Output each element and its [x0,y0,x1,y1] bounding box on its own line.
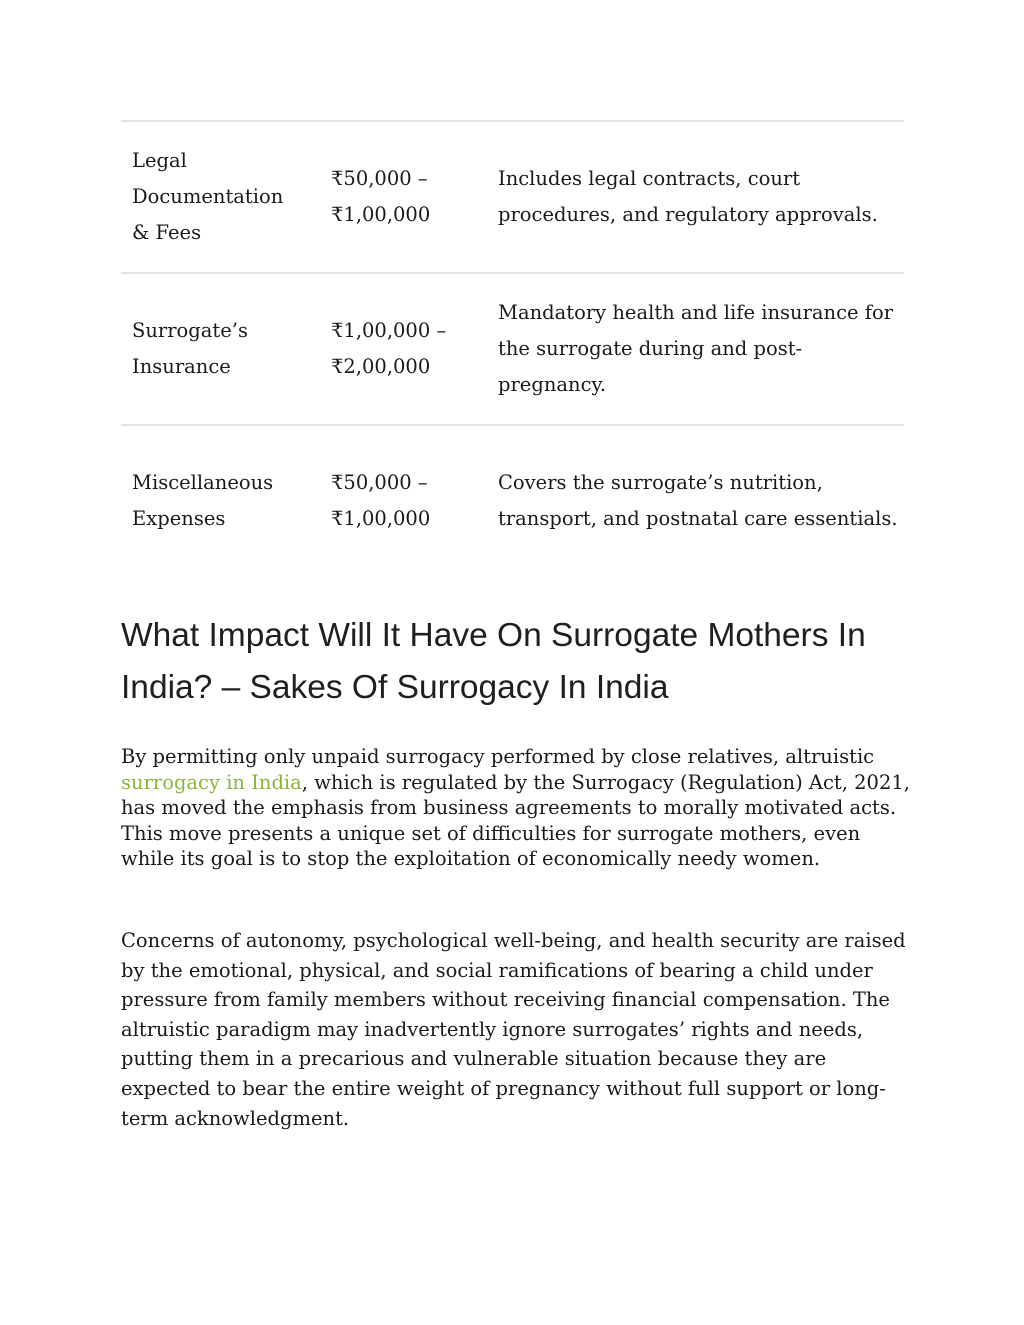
notes-cell: Mandatory health and life insurance for the surrogate during and post-pregnancy. [498,301,894,396]
table-row [121,424,904,576]
notes-cell: Covers the surrogate’s nutrition, transport, and postnatal care essentials. [498,471,898,530]
cost-cell: ₹50,000 – ₹1,00,000 [331,471,431,530]
paragraph-text: , which is regulated by the Surrogacy (Regulation) Act, 2021, has moved the emphasis from business agreements to morally motivated acts. This move presents a unique set of difficulties for surrogate mothers, even while its goal is to stop the exploitation of economically needy women. [121,770,910,871]
cost-cell: ₹50,000 – ₹1,00,000 [331,167,431,226]
item-cell: Legal Documentation & Fees [132,149,284,244]
cost-table [121,120,904,576]
paragraph-text: By permitting only unpaid surrogacy performed by close relatives, altruistic [121,745,875,768]
cost-cell: ₹1,00,000 – ₹2,00,000 [331,319,447,378]
item-cell: Miscellaneous Expenses [132,471,274,530]
section-heading: What Impact Will It Have On Surrogate Mothers In India? – Sakes Of Surrogacy In India [121,617,866,706]
table-row [121,272,904,424]
concerns-paragraph: Concerns of autonomy, psychological well-being, and health security are raised by the emotional, physical, and social ramifications of bearing a child under pressure from family members without receiving financial compensation. The altruistic paradigm may inadvertently ignore surrogates’ rights and needs, putting them in a precarious and vulnerable situation because they are expected to bear the entire weight of pregnancy without full support or long-term acknowledgment. [121,929,906,1130]
notes-cell: Includes legal contracts, court procedures, and regulatory approvals. [498,167,878,226]
surrogacy-in-india-link[interactable]: surrogacy in India [121,770,302,794]
item-cell: Surrogate’s Insurance [132,319,248,378]
intro-paragraph [121,744,911,872]
table-row [121,120,904,272]
